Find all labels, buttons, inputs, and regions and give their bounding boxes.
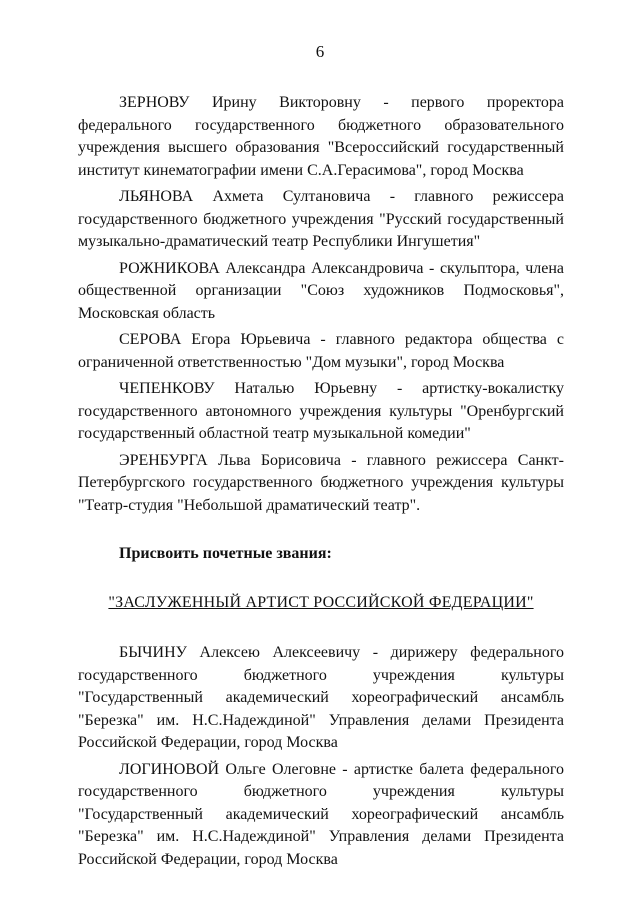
- award-list-part1: [78, 92, 564, 517]
- honorary-title: "ЗАСЛУЖЕННЫЙ АРТИСТ РОССИЙСКОЙ ФЕДЕРАЦИИ": [108, 593, 534, 611]
- award-entry: ЭРЕНБУРГА Льва Борисовича - главного режиссера Санкт-Петербургского государственного бюджетного учреждения культуры "Театр-студия "Небольшой драматический театр".: [78, 451, 564, 514]
- award-entry: ЛЬЯНОВА Ахмета Султановича - главного режиссера государственного бюджетного учреждения "Русский государственный музыкально-драматический театр Республики Ингушетия": [78, 188, 564, 250]
- page-number: 6: [315, 42, 325, 61]
- document-body: [78, 92, 564, 875]
- award-entry: БЫЧИНУ Алексею Алексеевичу - дирижеру федерального государственного бюджетного учреждения культуры "Государственный академический хореографический ансамбль "Березка" им. Н.С.Надеждиной" Управления делами Президента Российской Федерации, город Москва: [78, 644, 564, 751]
- award-list-part2: [78, 642, 564, 871]
- award-entry: ЛОГИНОВОЙ Ольге Олеговне - артистке балета федерального государственного бюджетного учреждения культуры "Государственный академический хореографический ансамбль "Березка" им. Н.С.Надеждиной" Управления делами Президента Российской Федерации, город Москва: [78, 760, 564, 868]
- award-entry: ЧЕПЕНКОВУ Наталью Юрьевну - артистку-вокалистку государственного автономного учреждения культуры "Оренбургский государственный областной театр музыкальной комедии": [78, 380, 564, 442]
- award-entry: ЗЕРНОВУ Ирину Викторовну - первого проректора федерального государственного бюджетного образовательного учреждения высшего образования "Всероссийский государственный институт кинематографии имени С.А.Герасимова", город Москва: [78, 94, 564, 179]
- award-entry: РОЖНИКОВА Александра Александровича - скульптора, члена общественной организации "Союз художников Подмосковья", Московская область: [78, 259, 564, 322]
- section-heading: Присвоить почетные звания:: [119, 545, 332, 562]
- award-entry: СЕРОВА Егора Юрьевича - главного редактора общества с ограниченной ответственностью "Дом музыки", город Москва: [78, 331, 564, 371]
